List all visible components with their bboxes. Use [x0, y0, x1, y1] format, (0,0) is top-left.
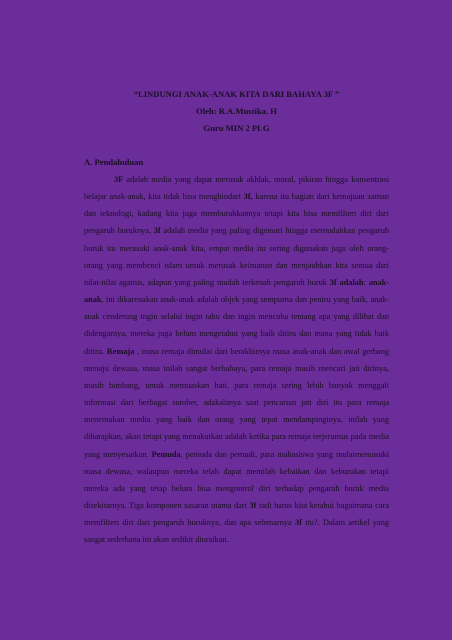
bold-term: 3f adalah — [329, 277, 364, 287]
bold-term: 3f, — [243, 192, 253, 202]
bold-term: 3f — [249, 500, 257, 510]
paragraph-text: , pemuda dan pemudi, para mahasiswa yang mulaimemasuki masa dewasa, walaupun mereka telah dapat memilah kebaikan dan keburukan tetapi mereka ada yang tetap belum bisa mengontrol diri terhadap pengaruh buruk media disekitarnya. Tiga komponen sasaran utama dari — [84, 449, 389, 510]
paragraph-text: , ini dikarenakan anak-anak adalah objek yang sempurna dan peniru yang baik, anak-anak cenderung ingin selalui ingin tahu dan ingin mencoba tentang apa yang dilihat dan didengarnya, mereka juga belum mengetahui yang baik ditiru dan mana yang tidak baik ditiru. — [84, 295, 389, 356]
body-paragraph — [84, 171, 389, 548]
paragraph-text: itu?. Dalam artikel yang sangat sederhana ini akan sedikit diuraikan. — [84, 518, 390, 545]
bold-term: 3f — [294, 518, 302, 528]
paragraph-text: tadi harus kita ketahui bagaimana cara memfilteri diri dari pengaruh buruknya, dan apa sebenarnya — [84, 500, 389, 528]
paragraph-text: adalah media yang dapat merusak akhlak, moral, pikiran hingga konsentrasi belajar anak-anak, kita tidak bisa menghindari — [84, 175, 389, 202]
bold-term: Remaja — [106, 346, 135, 356]
section-heading: A. Pendahuluan — [84, 157, 144, 167]
bold-term: 3F — [114, 175, 124, 184]
author-line: Oleh: R.A.Mustika. H — [196, 106, 277, 116]
bold-term: anak-anak — [84, 277, 389, 305]
paragraph-text: , masa remaja dimulai dari berakhirnya masa anak-anak dan awal gerbang menuju dewasa, masa inilah sangat berbahaya, para remaja masih mencari jati dirinya, masih bimbang, untuk memuaskan hati, para remaja sering lebih banyak menggali informasi dari berbagai sumber, adakalanya saat pencarian jati diri itu para remaja menemukan media yang baik dan orang yang tepat mendampinginya, inilah yang diharapkan, akan tetapi yang menakutkan adalah ketika para remaja terjerumus pada media yang menyesatkan. — [84, 346, 390, 459]
affiliation-line: Guru MIN 2 PLG — [203, 123, 270, 133]
paragraph-text: adalah media yang paling digemari hingga memudahkan pengaruh buruk itu merasuki anak-anak kita, empat media itu sering digunakan juga oleh orang-orang yang membenci islam untuk merusak keimanan dan menjauhkan kita semua dari nilai-nilai agamis, adapun yang paling mudah terkenah pengaruh buruk — [84, 226, 389, 287]
paragraph-text: karena itu bagian dari kemajuan zaman dan teknologi, kadang kita juga membutuhkannya tetapi kita bisa memfilteri diri dari pengaruh buruknya, — [84, 192, 389, 236]
title-block — [84, 86, 389, 137]
bold-term: Pemuda — [151, 449, 181, 459]
paragraph-text: : — [363, 277, 369, 287]
bold-term: 3f — [153, 226, 161, 236]
document-title: “LINDUNGI ANAK-ANAK KITA DARI BAHAYA 3F ” — [133, 89, 340, 99]
